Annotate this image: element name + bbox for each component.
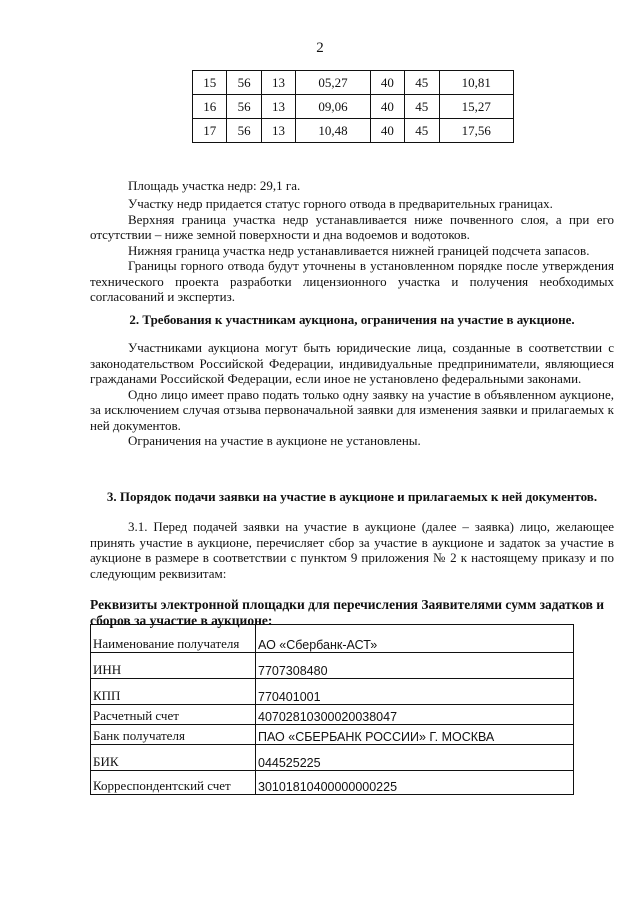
table-cell: 16 bbox=[193, 95, 227, 119]
table-cell: 13 bbox=[261, 119, 295, 143]
requisite-value: 044525225 bbox=[256, 745, 574, 771]
table-cell: 17,56 bbox=[439, 119, 513, 143]
requisites-row bbox=[91, 771, 574, 795]
table-cell: 56 bbox=[227, 95, 261, 119]
requisites-table-body bbox=[91, 625, 574, 795]
requisite-value: ПАО «СБЕРБАНК РОССИИ» Г. МОСКВА bbox=[256, 725, 574, 745]
requisites-row bbox=[91, 653, 574, 679]
table-cell: 10,48 bbox=[296, 119, 370, 143]
page-number: 2 bbox=[316, 40, 324, 56]
lower-border-text: Нижняя граница участка недр устанавливается нижней границей подсчета запасов. bbox=[128, 242, 590, 258]
borders-refine-text: Границы горного отвода будут уточнены в установленном порядке после утверждения технического проекта разработки лицензионного участка и получения необходимых согласований и экспертиз. bbox=[90, 258, 614, 304]
requisites-row bbox=[91, 725, 574, 745]
coordinates-table bbox=[192, 70, 514, 143]
area-line: Площадь участка недр: 29,1 га. bbox=[128, 178, 301, 193]
requisite-value: 40702810300020038047 bbox=[256, 705, 574, 725]
table-cell: 40 bbox=[370, 95, 404, 119]
table-cell: 17 bbox=[193, 119, 227, 143]
section3-item-3-1: 3.1. Перед подачей заявки на участие в аукционе (далее – заявка) лицо, желающее принять участие в аукционе, перечисляет сбор за участие в аукционе и задаток за участие в аукционе в размере в соответствии с пунктом 9 приложения № 2 к настоящему приказу и по следующим реквизитам: bbox=[90, 519, 614, 581]
table-cell: 05,27 bbox=[296, 71, 370, 95]
section3-heading: 3. Порядок подачи заявки на участие в аукционе и прилагаемых к ней документов. bbox=[106, 489, 598, 504]
coordinates-table-body bbox=[193, 71, 514, 143]
requisite-label: ИНН bbox=[91, 653, 256, 679]
table-cell: 56 bbox=[227, 71, 261, 95]
table-cell: 13 bbox=[261, 71, 295, 95]
requisite-label: БИК bbox=[91, 745, 256, 771]
section2-one-application: Одно лицо имеет право подать только одну заявку на участие в объявленном аукционе, за исключением случая отзыва первоначальной заявки для изменения заявки и прилагаемых к ней документов. bbox=[90, 386, 614, 433]
section2-body bbox=[90, 340, 614, 449]
table-row bbox=[193, 95, 514, 119]
requisite-label: Банк получателя bbox=[91, 725, 256, 745]
section2-restrictions: Ограничения на участие в аукционе не установлены. bbox=[128, 433, 421, 448]
table-cell: 40 bbox=[370, 71, 404, 95]
requisite-label: Корреспондентский счет bbox=[91, 771, 256, 795]
table-cell: 09,06 bbox=[296, 95, 370, 119]
table-cell: 45 bbox=[405, 119, 439, 143]
requisite-label: Расчетный счет bbox=[91, 705, 256, 725]
requisites-row bbox=[91, 625, 574, 653]
requisites-row bbox=[91, 705, 574, 725]
table-cell: 45 bbox=[405, 95, 439, 119]
table-cell: 15 bbox=[193, 71, 227, 95]
requisite-value: 7707308480 bbox=[256, 653, 574, 679]
requisites-table bbox=[90, 624, 574, 795]
requisites-row bbox=[91, 679, 574, 705]
table-cell: 13 bbox=[261, 95, 295, 119]
section3-body bbox=[90, 519, 614, 581]
table-cell: 10,81 bbox=[439, 71, 513, 95]
table-row bbox=[193, 71, 514, 95]
requisite-label: Наименование получателя bbox=[91, 625, 256, 653]
requisite-label: КПП bbox=[91, 679, 256, 705]
section2-heading: 2. Требования к участникам аукциона, ограничения на участие в аукционе. bbox=[129, 312, 575, 327]
requisites-heading: Реквизиты электронной площадки для перечисления Заявителями сумм задатков и сборов за участие в аукционе: bbox=[90, 597, 605, 628]
requisite-value: 770401001 bbox=[256, 679, 574, 705]
requisite-value: 30101810400000000225 bbox=[256, 771, 574, 795]
upper-border-text: Верхняя граница участка недр устанавливается ниже почвенного слоя, а при его отсутствии – ниже земной поверхности и дна водоемов и водотоков. bbox=[90, 211, 614, 242]
table-cell: 45 bbox=[405, 71, 439, 95]
requisite-value: АО «Сбербанк-АСТ» bbox=[256, 625, 574, 653]
status-text bbox=[90, 196, 614, 305]
table-cell: 56 bbox=[227, 119, 261, 143]
table-row bbox=[193, 119, 514, 143]
requisites-row bbox=[91, 745, 574, 771]
section2-participants: Участниками аукциона могут быть юридические лица, созданные в соответствии с законодательством Российской Федерации, индивидуальные предприниматели, являющиеся гражданами Российской Федерации, если иное не установлено федеральными законами. bbox=[90, 340, 614, 386]
area-text bbox=[90, 178, 614, 194]
status-line: Участку недр придается статус горного отвода в предварительных границах. bbox=[128, 196, 553, 211]
table-cell: 15,27 bbox=[439, 95, 513, 119]
table-cell: 40 bbox=[370, 119, 404, 143]
